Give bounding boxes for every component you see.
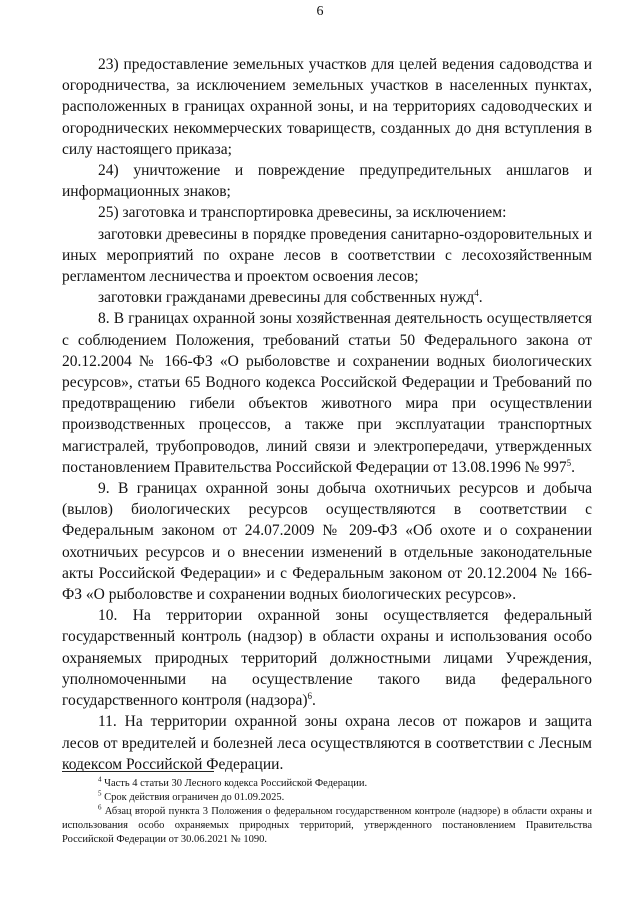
document-body bbox=[62, 54, 592, 775]
paragraph-exception-sanitary: заготовки древесины в порядке проведения санитарно-оздоровительных и иных мероприятий по охране лесов в соответствии с лесохозяйственным регламентом лесничества и проектом освоения лесов; bbox=[62, 225, 592, 286]
paragraph-item-25: 25) заготовка и транспортировка древесины, за исключением: bbox=[98, 204, 507, 222]
footnote-5: $^5$ Срок действия ограничен до 01.09.2025. bbox=[98, 789, 285, 803]
footnote-ref-6: 6 bbox=[307, 690, 313, 701]
paragraph-clause-8: 8. В границах охранной зоны хозяйственная деятельность осуществляется с соблюдением Положения, требований статьи 50 Федерального закона от 20.12.2004 № 166-ФЗ «О рыболовстве и сохранении водных биологических ресурсов», статьи 65 Водного кодекса Российской Федерации и Требований по предотвращению гибели объектов животного мира при осуществлении производственных процессов, а также при эксплуатации транспортных магистралей, трубопроводов, линий связи и электропередачи, утвержденных постановлением Правительства Российской Федерации от 13.08.1996 № $997^5$. bbox=[62, 310, 592, 476]
footnote-6: $^6$ Абзац второй пункта 3 Положения о федеральном государственном контроле (надзоре) в области охраны и использования особо охраняемых природных территорий, утвержденного постановлением Правительства Российской Федерации от 30.06.2021 № 1090. bbox=[62, 803, 592, 845]
footnote-ref-4: 4 bbox=[474, 288, 479, 299]
paragraph-clause-9: 9. В границах охранной зоны добыча охотничьих ресурсов и добыча (вылов) биологических ресурсов осуществляются в соответствии с Федеральным законом от 24.07.2009 № 209-ФЗ «Об охоте и о сохранении охотничьих ресурсов и о внесении изменений в отдельные законодательные акты Российской Федерации» и с Федеральным законом от 20.12.2004 № 166-ФЗ «О рыболовстве и сохранении водных биологических ресурсов». bbox=[62, 480, 592, 604]
footnotes bbox=[62, 777, 592, 847]
page-number: 6 bbox=[316, 4, 324, 19]
paragraph-item-23: 23) предоставление земельных участков для целей ведения садоводства и огородничества, за исключением земельных участков в населенных пунктах, расположенных в границах охранной зоны, и на территориях садоводческих и огороднических некоммерческих товариществ, созданных до дня вступления в силу настоящего приказа; bbox=[62, 56, 592, 158]
paragraph-clause-11: 11. На территории охранной зоны охрана лесов от пожаров и защита лесов от вредителей и болезней леса осуществляются в соответствии с Лесным кодексом Российской Федерации. bbox=[62, 713, 592, 773]
footnote-separator bbox=[62, 771, 214, 772]
paragraph-item-24: 24) уничтожение и повреждение предупредительных аншлагов и информационных знаков; bbox=[62, 162, 592, 201]
footnote-ref-5: 5 bbox=[566, 457, 572, 468]
footnote-4: $^4$ Часть 4 статьи 30 Лесного кодекса Российской Федерации. bbox=[98, 775, 368, 789]
paragraph-clause-10: 10. На территории охранной зоны осуществляется федеральный государственный контроль (надзор) в области охраны и использования особо охраняемых природных территорий должностными лицами Учреждения, уполномоченными на осуществление такого вида федерального государственного контроля (надзора)$^6$. bbox=[62, 607, 592, 710]
paragraph-exception-own-needs: заготовки гражданами древесины для собственных нужд$^4$. bbox=[98, 288, 483, 307]
